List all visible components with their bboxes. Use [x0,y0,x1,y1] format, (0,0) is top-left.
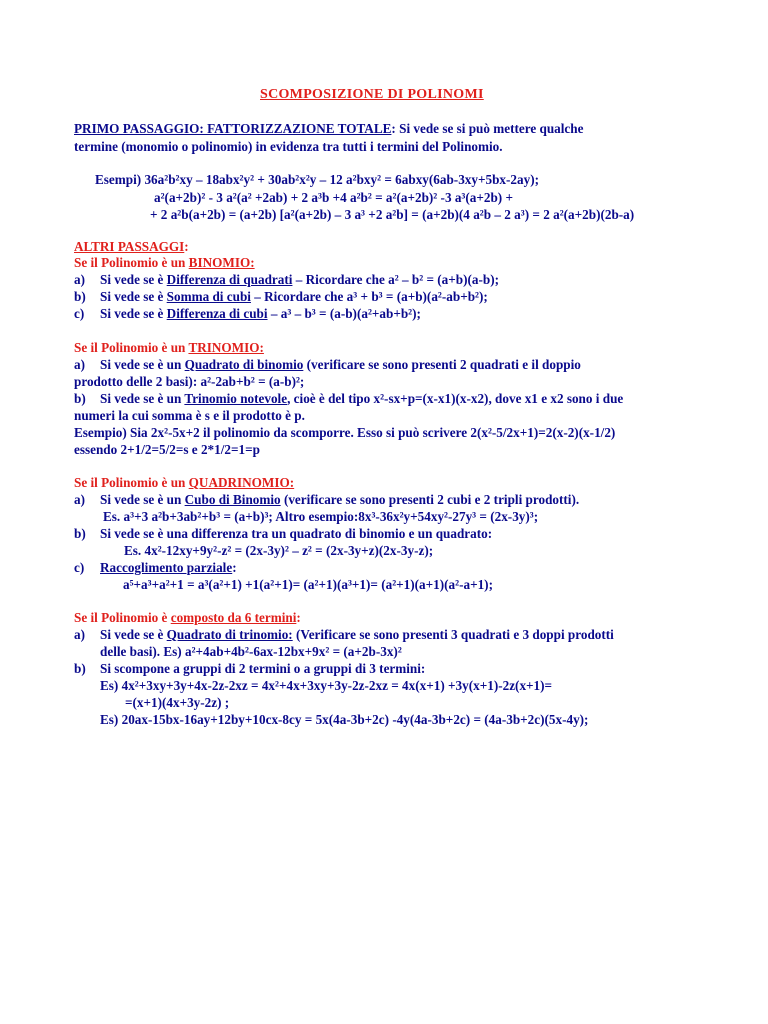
quadrinomio-b-example: Es. 4x²-12xy+9y²-z² = (2x-3y)² – z² = (2x-3y+z)(2x-3y-z); [124,543,434,558]
altri-heading-text: ALTRI PASSAGGI [74,239,185,254]
binomio-keyword: BINOMIO: [188,255,255,270]
sei-b-example1: Es) 4x²+3xy+3y+4x-2z-2xz = 4x²+4x+3xy+3y-2z-2xz = 4x(x+1) +3y(x+1)-2z(x+1)= [100,678,553,693]
primo-example2: a²(a+2b)² - 3 a²(a² +2ab) + 2 a³b +4 a²b² = a²(a+2b)² -3 a³(a+2b) + [154,190,514,205]
primo-example1: Esempi) 36a²b²xy – 18abx²y² + 30ab²x²y – 12 a²bxy² = 6abxy(6ab-3xy+5bx-2ay); [95,172,539,187]
binomio-a-post: – Ricordare che a² – b² = (a+b)(a-b); [292,272,499,287]
binomio-a-pre: Si vede se è [100,272,167,287]
sei-a-kw: Quadrato di trinomio: [166,627,293,642]
quadrinomio-c [100,561,237,574]
trinomio-a-kw: Quadrato di binomio [184,357,304,372]
trinomio-b-label: b) [74,391,86,406]
trinomio-heading [74,341,264,354]
primo-example3: + 2 a²b(a+2b) = (a+2b) [a²(a+2b) – 3 a³ +2 a²b] = (a+2b)(4 a²b – 2 a³) = 2 a²(a+2b)(2b-a) [150,207,635,222]
quadrinomio-keyword: QUADRINOMIO: [188,475,295,490]
sei-heading [74,611,301,624]
quadrinomio-a-label: a) [74,492,85,507]
binomio-c-label: c) [74,306,85,321]
binomio-b-label: b) [74,289,86,304]
binomio-a [100,273,499,286]
binomio-b [100,290,488,303]
sei-prefix: Se il Polinomio è [74,610,171,625]
binomio-c-kw: Differenza di cubi [166,306,268,321]
quadrinomio-b-label: b) [74,526,86,541]
primo-text2: termine (monomio o polinomio) in evidenza tra tutti i termini del Polinomio. [74,139,503,154]
trinomio-b-pre: Si vede se è un [100,391,185,406]
trinomio-example2: essendo 2+1/2=5/2=s e 2*1/2=1=p [74,442,260,457]
quadrinomio-heading [74,476,294,489]
trinomio-b-post: , cioè è del tipo x²-sx+p=(x-x1)(x-x2), dove x1 e x2 sono i due [287,391,624,406]
binomio-b-post: – Ricordare che a³ + b³ = (a+b)(a²-ab+b²); [250,289,488,304]
binomio-c-post: – a³ – b³ = (a-b)(a²+ab+b²); [267,306,421,321]
sei-a [100,628,614,641]
trinomio-prefix: Se il Polinomio è un [74,340,189,355]
binomio-a-label: a) [74,272,85,287]
binomio-heading [74,256,255,269]
quadrinomio-a-pre: Si vede se è un [100,492,185,507]
altri-heading [74,240,189,253]
binomio-b-kw: Somma di cubi [166,289,251,304]
quadrinomio-a-kw: Cubo di Binomio [184,492,281,507]
sei-b-example3: Es) 20ax-15bx-16ay+12by+10cx-8cy = 5x(4a-3b+2c) -4y(4a-3b+2c) = (4a-3b+2c)(5x-4y); [100,712,589,727]
trinomio-b-kw: Trinomio notevole [184,391,288,406]
binomio-a-kw: Differenza di quadrati [166,272,293,287]
trinomio-a-label: a) [74,357,85,372]
sei-keyword: composto da 6 termini [170,610,297,625]
trinomio-a-line2: prodotto delle 2 basi): a²-2ab+b² = (a-b)²; [74,374,305,389]
sei-a-line2: delle basi). Es) a²+4ab+4b²-6ax-12bx+9x² = (a+2b-3x)² [100,644,402,659]
quadrinomio-c-example: a⁵+a³+a²+1 = a³(a²+1) +1(a²+1)= (a²+1)(a³+1)= (a²+1)(a+1)(a²-a+1); [123,577,493,592]
quadrinomio-b: Si vede se è una differenza tra un quadrato di binomio e un quadrato: [100,526,493,541]
trinomio-b-line2: numeri la cui somma è s e il prodotto è p. [74,408,305,423]
trinomio-a-post: (verificare se sono presenti 2 quadrati e il doppio [303,357,581,372]
sei-a-label: a) [74,627,85,642]
sei-a-post: (Verificare se sono presenti 3 quadrati e 3 doppi prodotti [292,627,614,642]
binomio-prefix: Se il Polinomio è un [74,255,189,270]
sei-colon: : [296,610,301,625]
page-title: SCOMPOSIZIONE DI POLINOMI [260,87,484,102]
altri-colon: : [184,239,189,254]
sei-b-label: b) [74,661,86,676]
quadrinomio-prefix: Se il Polinomio è un [74,475,189,490]
sei-a-pre: Si vede se è [100,627,167,642]
trinomio-b [100,392,623,405]
sei-b-example2: =(x+1)(4x+3y-2z) ; [125,695,230,710]
binomio-c-pre: Si vede se è [100,306,167,321]
primo-heading: PRIMO PASSAGGIO: FATTORIZZAZIONE TOTALE [74,121,392,136]
trinomio-a [100,358,581,371]
quadrinomio-c-colon: : [232,560,237,575]
trinomio-keyword: TRINOMIO: [188,340,264,355]
binomio-b-pre: Si vede se è [100,289,167,304]
primo-text1: : Si vede se si può mettere qualche [391,121,584,136]
quadrinomio-a-example: Es. a³+3 a²b+3ab²+b³ = (a+b)³; Altro esempio:8x³-36x²y+54xy²-27y³ = (2x-3y)³; [103,509,539,524]
trinomio-a-pre: Si vede se è un [100,357,185,372]
trinomio-example1: Esempio) Sia 2x²-5x+2 il polinomio da scomporre. Esso si può scrivere 2(x²-5/2x+1)=2(x-2)(x-1/2) [74,425,616,440]
sei-b: Si scompone a gruppi di 2 termini o a gruppi di 3 termini: [100,661,426,676]
quadrinomio-a [100,493,579,506]
quadrinomio-c-kw: Raccoglimento parziale [100,560,233,575]
quadrinomio-c-label: c) [74,560,85,575]
primo-passaggio-line1 [74,122,583,135]
binomio-c [100,307,421,320]
quadrinomio-a-post: (verificare se sono presenti 2 cubi e 2 tripli prodotti). [280,492,580,507]
